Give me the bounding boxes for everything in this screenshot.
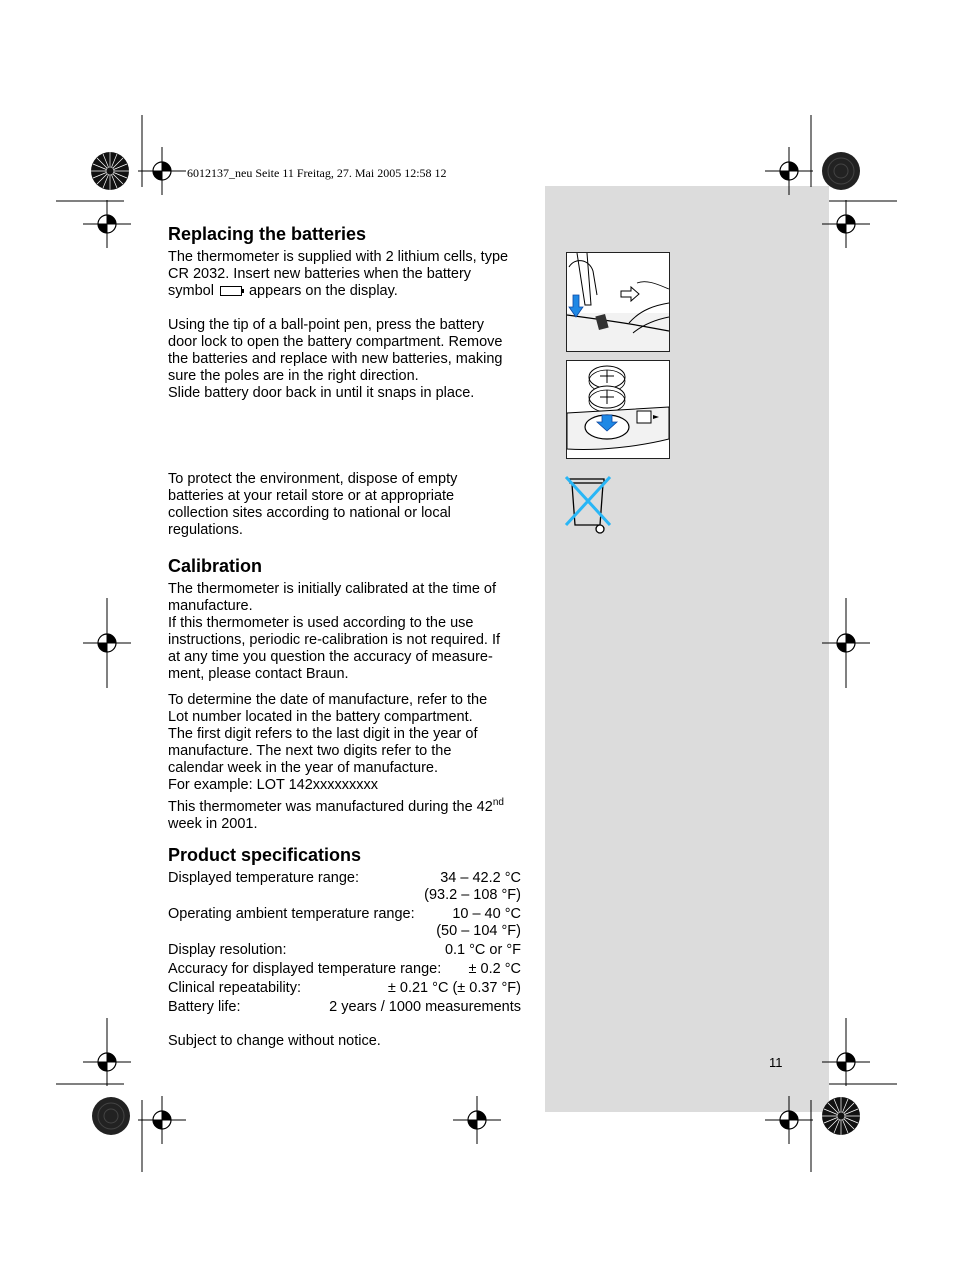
spec-value: 34 – 42.2 °C (440, 870, 521, 886)
text-line: CR 2032. Insert new batteries when the battery (168, 266, 472, 282)
text-line: Slide battery door back in until it snaps in place. (168, 385, 475, 401)
text-line: Lot number located in the battery compartment. (168, 709, 473, 725)
text-line: For example: LOT 142xxxxxxxxx (168, 777, 379, 793)
spec-row (168, 980, 521, 997)
spec-value: (50 – 104 °F) (436, 923, 521, 939)
spec-label: Operating ambient temperature range: (168, 906, 415, 922)
print-header: 6012137_neu Seite 11 Freitag, 27. Mai 2005 12:58 12 (187, 166, 447, 180)
section-title-specifications: Product specifications (168, 845, 362, 865)
change-notice: Subject to change without notice. (168, 1033, 381, 1049)
text-line (168, 283, 524, 300)
text-line: sure the poles are in the right direction. (168, 368, 419, 384)
spec-label: Display resolution: (168, 942, 287, 958)
spec-label: Displayed temperature range: (168, 870, 360, 886)
batteries-paragraph-2 (168, 317, 524, 402)
spec-row (168, 942, 521, 959)
text-fragment: symbol (168, 283, 214, 299)
text-line: instructions, periodic re-calibration is not required. If (168, 632, 501, 648)
spec-value: (93.2 – 108 °F) (424, 887, 521, 903)
page-number: 11 (769, 1055, 783, 1070)
batteries-paragraph-3 (168, 471, 524, 539)
spec-row (168, 887, 521, 904)
spec-value: 10 – 40 °C (452, 906, 521, 922)
spec-row (168, 906, 521, 923)
spec-label: Clinical repeatability: (168, 980, 301, 996)
text-line: week in 2001. (168, 815, 258, 832)
spec-value: 2 years / 1000 measurements (329, 999, 521, 1015)
text-line: collection sites according to national or local (168, 505, 451, 521)
ordinal-suffix: nd (492, 797, 504, 808)
text-line: manufacture. The next two digits refer to the (168, 743, 452, 759)
text-line: To protect the environment, dispose of empty (168, 471, 458, 487)
section-title-batteries: Replacing the batteries (168, 224, 367, 244)
text-line (168, 794, 524, 816)
spec-row (168, 870, 521, 887)
spec-label: Battery life: (168, 999, 241, 1015)
text-line: The first digit refers to the last digit in the year of (168, 726, 478, 742)
spec-value: 0.1 °C or °F (444, 942, 521, 958)
batteries-paragraph-1 (168, 249, 524, 300)
text-line: If this thermometer is used according to the use (168, 615, 474, 631)
text-line: door lock to open the battery compartment. Remove (168, 334, 503, 350)
spec-row (168, 999, 521, 1016)
text-line: calendar week in the year of manufacture. (168, 760, 439, 776)
text-line: batteries at your retail store or at appropriate (168, 488, 455, 504)
text-line: Using the tip of a ball-point pen, press the battery (168, 317, 484, 333)
text-line: manufacture. (168, 598, 253, 614)
spec-value: ± 0.2 °C (468, 961, 521, 977)
section-title-calibration: Calibration (168, 556, 263, 576)
text-line: at any time you question the accuracy of measure- (168, 649, 493, 665)
spec-row (168, 961, 521, 978)
battery-symbol-icon (220, 286, 242, 296)
text-line: To determine the date of manufacture, refer to the (168, 692, 488, 708)
calibration-paragraph-1 (168, 581, 524, 683)
calibration-paragraph-2 (168, 692, 524, 833)
figure-coin-cells-icon (566, 360, 670, 459)
text-fragment: appears on the display. (248, 283, 398, 299)
spec-table (168, 870, 521, 1016)
text-fragment: This thermometer was manufactured during the 42 (168, 798, 493, 815)
spec-row (168, 923, 521, 940)
text-line: ment, please contact Braun. (168, 666, 349, 682)
figure-battery-door-icon (566, 252, 670, 352)
text-line: The thermometer is initially calibrated at the time of (168, 581, 496, 597)
spec-value: ± 0.21 °C (± 0.37 °F) (387, 980, 521, 996)
text-line: regulations. (168, 522, 243, 538)
spec-label: Accuracy for displayed temperature range: (168, 961, 442, 977)
crossed-bin-icon (562, 473, 614, 537)
text-line: The thermometer is supplied with 2 lithium cells, type (168, 249, 509, 265)
text-line: the batteries and replace with new batteries, making (168, 351, 503, 367)
